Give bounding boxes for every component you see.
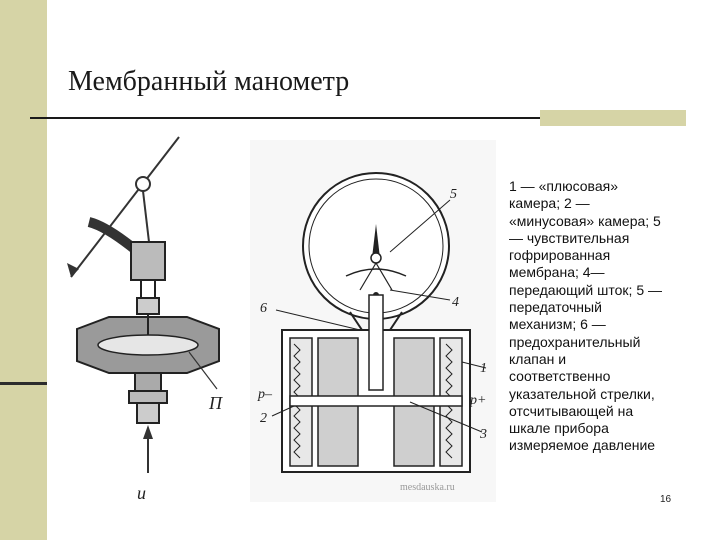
callout-3: 3 bbox=[480, 427, 487, 442]
top-block bbox=[131, 242, 165, 280]
slide-title: Мембранный манометр bbox=[68, 66, 350, 97]
caption-line: соответственно bbox=[509, 368, 611, 385]
caption-line: указательной стрелки, bbox=[509, 385, 655, 402]
figure-right-manometer bbox=[250, 140, 496, 502]
membrane-sketch-drawing bbox=[49, 127, 240, 511]
label-p: П bbox=[209, 393, 222, 413]
pivot-rod bbox=[143, 191, 149, 242]
lower-nut bbox=[129, 391, 167, 403]
callout-5: 5 bbox=[450, 187, 457, 202]
caption-line: отсчитывающей на bbox=[509, 402, 634, 419]
membrane bbox=[98, 335, 198, 355]
inlet-pipe bbox=[137, 403, 159, 423]
caption-line: «минусовая» камера; 5 bbox=[509, 212, 661, 229]
pointer-hub bbox=[371, 253, 381, 263]
stem-joint bbox=[137, 298, 159, 314]
caption-line: измеряемое давление bbox=[509, 437, 656, 454]
sidebar-divider bbox=[0, 382, 47, 385]
callout-1: 1 bbox=[480, 361, 487, 376]
caption-line: гофрированная bbox=[509, 247, 611, 264]
label-p-minus: р– bbox=[258, 387, 272, 402]
page-number: 16 bbox=[660, 494, 672, 505]
pressure-channel bbox=[290, 396, 462, 406]
label-u: u bbox=[137, 483, 146, 503]
lower-fitting bbox=[135, 373, 161, 391]
caption-line: — чувствительная bbox=[509, 229, 630, 246]
caption-line: передающий шток; 5 — bbox=[509, 281, 662, 298]
transmission-stem bbox=[369, 295, 383, 390]
inlet-arrowhead bbox=[143, 425, 153, 439]
caption-line: механизм; 6 — bbox=[509, 316, 606, 333]
title-accent-block bbox=[540, 110, 686, 126]
caption-line: предохранительный bbox=[509, 333, 641, 350]
callout-4: 4 bbox=[452, 295, 459, 310]
pointer-pivot bbox=[136, 177, 150, 191]
caption-line: клапан и bbox=[509, 350, 567, 367]
figure-left-membrane-sketch bbox=[49, 127, 240, 511]
caption-line: передаточный bbox=[509, 299, 602, 316]
label-p-plus: р+ bbox=[470, 393, 487, 408]
caption-line: 1 — «плюсовая» bbox=[509, 178, 618, 194]
caption-line: шкале прибора bbox=[509, 420, 609, 437]
manometer-diagram bbox=[250, 140, 496, 502]
caption-line: камера; 2 — bbox=[509, 195, 590, 212]
callout-6: 6 bbox=[260, 301, 267, 316]
caption-line: мембрана; 4— bbox=[509, 264, 605, 281]
stem-upper bbox=[141, 280, 155, 298]
watermark: mesdauska.ru bbox=[400, 482, 455, 493]
pointer-arrowhead bbox=[67, 263, 79, 277]
callout-2: 2 bbox=[260, 411, 267, 426]
figure-caption bbox=[509, 178, 694, 455]
sidebar-accent bbox=[0, 0, 47, 540]
